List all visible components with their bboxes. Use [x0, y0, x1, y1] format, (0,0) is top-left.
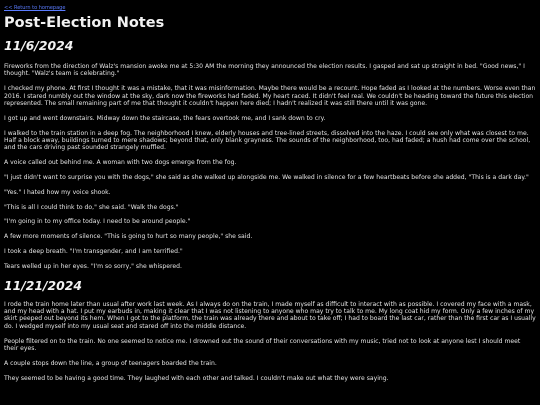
- paragraph: "I just didn't want to surprise you with the dogs," she said as she walked up alongside me. We walked in silence for a few heartbeats before she added, "This is a dark day.": [4, 174, 529, 182]
- paragraph: I took a deep breath. "I'm transgender, and I am terrified.": [4, 248, 183, 255]
- paragraph: "Yes." I hated how my voice shook.: [4, 188, 111, 196]
- paragraph: I got up and went downstairs. Midway down the staircase, the fears overtook me, and I sank down to cry.: [4, 114, 326, 122]
- paragraph: I rode the train home later than usual after work last week. As I always do on the train, I made myself as difficult to interact with as possible. I covered my face with a mask, and my head with a hat. I put my earbuds in, making it clear that I was not listening to anyone who may try to talk to me. My long coat hid my form. Only a few inches of my skirt peeped out beyond its hem. When I got to the platform, the train was already there and about to take off; I had to board the last car, rather than the first car as I usually do. I wedged myself into my usual seat and stared off into the middle distance.: [4, 300, 536, 330]
- paragraph: A voice called out behind me. A woman with two dogs emerge from the fog.: [4, 159, 237, 167]
- paragraph: A couple stops down the line, a group of teenagers boarded the train.: [4, 359, 217, 367]
- paragraph: They seemed to be having a good time. They laughed with each other and talked. I couldn't make out what they were saying.: [4, 374, 389, 382]
- entry-date: 11/6/2024: [4, 38, 74, 53]
- paragraph: I checked my phone. At first I thought it was a mistake, that it was misinformation. Maybe there would be a recount. Hope faded as I looked at the numbers. Worse even than 2016. I stared numbly out the window at the sky, dark now the fireworks had faded. My heart raced. It didn't feel real. We couldn't be heading toward the future this election represented. The small remaining part of me that thought it couldn't happen here died; I hadn't realized it was still there until it was gone.: [4, 85, 536, 108]
- paragraph: "I'm going in to my office today. I need to be around people.": [4, 218, 191, 226]
- return-homepage-link[interactable]: << Return to homepage: [4, 5, 66, 11]
- paragraph: People filtered on to the train. No one seemed to notice me. I drowned out the sound of their conversations with my music, tried not to look at anyone lest I should meet their eyes.: [4, 337, 521, 353]
- entry-2024-11-21: [4, 278, 536, 382]
- entry-2024-11-06: [4, 38, 536, 270]
- entry-date: 11/21/2024: [4, 277, 83, 293]
- page-title: Post-Election Notes: [4, 15, 165, 31]
- paragraph: Fireworks from the direction of Walz's mansion awoke me at 5:30 AM the morning they announced the election results. I gasped and sat up straight in bed. "Good news," I thought. "Walz's team is celebrating.": [4, 63, 525, 78]
- paragraph: A few more moments of silence. "This is going to hurt so many people," she said.: [4, 233, 253, 241]
- paragraph: "This is all I could think to do," she said. "Walk the dogs.": [4, 203, 179, 211]
- paragraph: I walked to the train station in a deep fog. The neighborhood I knew, elderly houses and tree-lined streets, dissolved into the haze. I could see only what was closest to me. Half a block away, buildings turned to mere shadows; beyond that, only blank grayness. The sounds of the neighborhood, too, had faded; a hush had come over the school, and the cars driving past sounded strangely muffled.: [4, 129, 531, 152]
- paragraph: Tears welled up in her eyes. "I'm so sorry," she whispered.: [4, 262, 182, 270]
